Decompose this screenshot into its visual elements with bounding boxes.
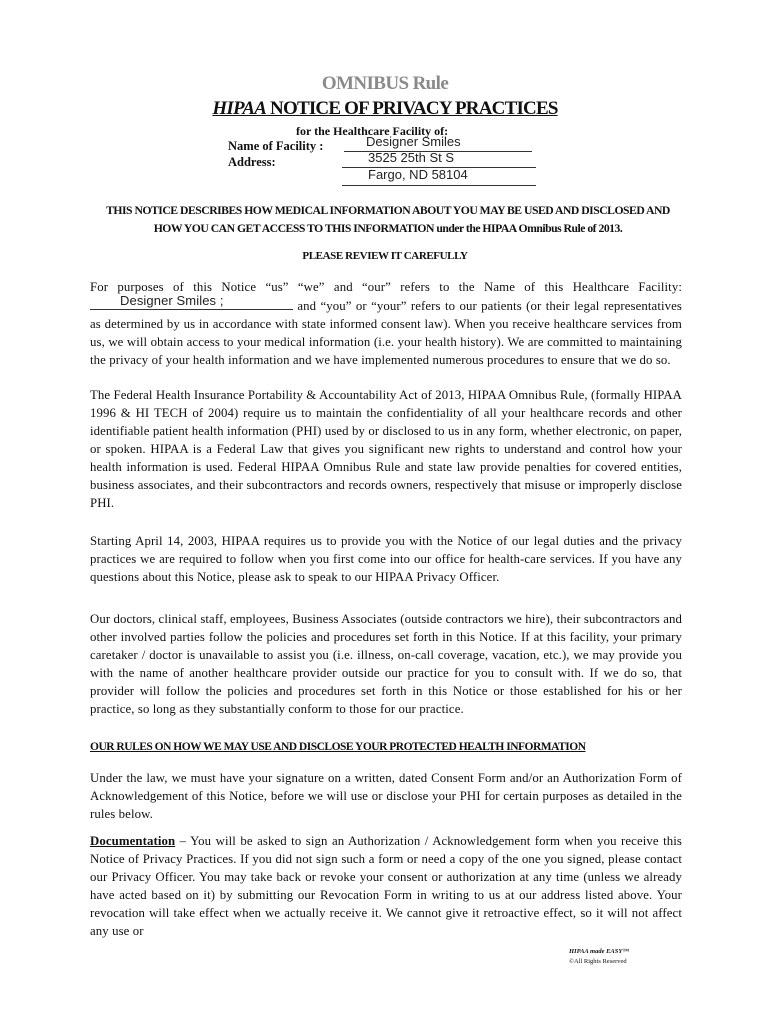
documentation-term: Documentation [90, 834, 176, 848]
address-line1-value: 3525 25th St S [368, 150, 455, 165]
facility-name-label: Name of Facility : [228, 139, 324, 153]
notice-statement: THIS NOTICE DESCRIBES HOW MEDICAL INFORMATION ABOUT YOU MAY BE USED AND DISCLOSED AND HOW YOU CAN GET ACCESS TO THIS INFORMATION under the HIPAA Omnibus Rule of 2013. [106, 204, 670, 235]
documentation-text: – You will be asked to sign an Authorization / Acknowledgement form when you receive this Notice of Privacy Practices. If you did not sign such a form or need a copy of the one you signed, please contact our Privacy Officer. You may take back or revoke your consent or authorization at any time (unless we already have acted based on it) by submitting our Revocation Form in writing to us at our address listed above. Your revocation will take effect when we actually receive it. We cannot give it retroactive effect, so it will not affect any use or [90, 834, 682, 938]
footer-rights: ©All Rights Reserved [569, 958, 627, 965]
paragraph-federal-law: The Federal Health Insurance Portability & Accountability Act of 2013, HIPAA Omnibus Rule, (formally HIPAA 1996 & HI TECH of 2004) require us to maintain the confidentiality of all your healthcare records and other identifiable patient health information (PHI) used by or disclosed to us in any form, whether electronic, on paper, or spoken. HIPAA is a Federal Law that gives you significant new rights to understand and control how your health information is used. Federal HIPAA Omnibus Rule and state law provide penalties for covered entities, business associates, and their subcontractors and records owners, respectively that misuse or improperly disclose PHI. [90, 388, 682, 510]
paragraph-consent: Under the law, we must have your signature on a written, dated Consent Form and/or an Authorization Form of Acknowledgement of this Notice, before we will use or disclose your PHI for certain purposes as detailed in the rules below. [90, 771, 682, 821]
facility-name-value: Designer Smiles [366, 134, 461, 149]
purposes-text-1: For purposes of this Notice “us” “we” and “our” refers to the Name of this Healthcare Facility: [90, 280, 682, 294]
title-notice: NOTICE OF PRIVACY PRACTICES [266, 98, 558, 119]
facility-name-blank [90, 293, 293, 310]
page-title [0, 98, 770, 120]
facility-name-blank-value: Designer Smiles ; [120, 293, 224, 308]
footer-brand: HIPAA made EASY™ [569, 948, 629, 955]
paragraph-purposes [90, 278, 682, 369]
purposes-text-2: and “you” or “your” refers to our patients (or their legal representatives as determined by us in accordance with state informed consent law). When you receive healthcare services from us, we will obtain access to your medical information (i.e. your health history). We are committed to maintaining the privacy of your health information and we have implemented numerous procedures to ensure that we do so. [90, 299, 682, 367]
paragraph-doctors-staff: Our doctors, clinical staff, employees, Business Associates (outside contractors we hire), their subcontractors and other involved parties follow the policies and procedures set forth in this Notice. If at this facility, your primary caretaker / doctor is unavailable to assist you (i.e. illness, on-call coverage, vacation, etc.), we may provide you with the name of another healthcare provider outside our practice for you to consult with. If we do so, that provider will follow the policies and procedures set forth in this Notice or those established for his or her practice, so long as they substantially conform to those for our practice. [90, 612, 682, 716]
section-heading-rules: OUR RULES ON HOW WE MAY USE AND DISCLOSE YOUR PROTECTED HEALTH INFORMATION [90, 741, 586, 753]
paragraph-documentation [90, 832, 682, 940]
rule-title: OMNIBUS Rule [321, 73, 449, 94]
title-hipaa: HIPAA [212, 98, 267, 119]
address-line2-value: Fargo, ND 58104 [368, 167, 468, 182]
review-notice: PLEASE REVIEW IT CAREFULLY [302, 250, 468, 262]
facility-heading: for the Healthcare Facility of: [296, 124, 449, 138]
paragraph-starting-date: Starting April 14, 2003, HIPAA requires us to provide you with the Notice of our legal duties and the privacy practices we are required to follow when you first come into our office for health-care services. If you have any questions about this Notice, please ask to speak to our HIPAA Privacy Officer. [90, 534, 682, 584]
facility-address-label: Address: [228, 155, 276, 169]
footer [569, 947, 629, 967]
